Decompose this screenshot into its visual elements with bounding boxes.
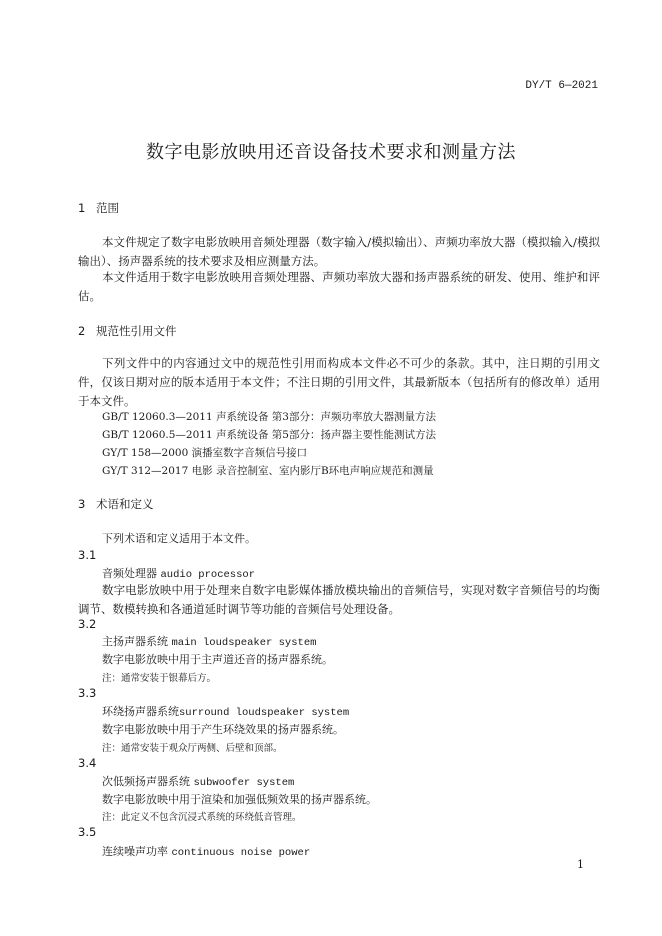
terms-intro: 下列术语和定义适用于本文件。 xyxy=(102,532,256,545)
term-name xyxy=(102,843,310,859)
term-definition: 数字电影放映中用于主声道还音的扬声器系统。 xyxy=(102,653,333,666)
term-name-en: subwoofer system xyxy=(193,777,295,789)
normative-reference: GY/T 158—2000 演播室数字音频信号接口 xyxy=(102,447,308,459)
term-note: 注：通常安装于银幕后方。 xyxy=(102,673,217,684)
term-name xyxy=(102,773,294,789)
term-definition: 数字电影放映中用于渲染和加强低频效果的扬声器系统。 xyxy=(102,793,377,806)
section-number: 3 xyxy=(78,497,86,511)
normative-intro: 下列文件中的内容通过文中的规范性引用而构成本文件必不可少的条款。其中，注日期的引用文件，仅该日期对应的版本适用于本文件；不注日期的引用文件，其最新版本（包括所有的修改单）适用于本文件。 xyxy=(78,356,600,408)
term-name xyxy=(102,565,255,581)
term-number: 3.5 xyxy=(78,825,97,839)
section-title: 术语和定义 xyxy=(96,497,154,511)
section-heading-3 xyxy=(78,496,154,512)
term-number: 3.4 xyxy=(78,756,97,770)
term-name-cn: 主扬声器系统 xyxy=(102,635,168,648)
term-name-en: continuous noise power xyxy=(171,847,311,859)
normative-reference: GB/T 12060.3—2011 声系统设备 第3部分：声频功率放大器测量方法 xyxy=(102,411,436,423)
section-heading-1 xyxy=(78,200,119,216)
term-name-cn: 次低频扬声器系统 xyxy=(102,775,190,788)
term-number: 3.2 xyxy=(78,617,97,631)
term-number: 3.3 xyxy=(78,686,97,700)
term-number: 3.1 xyxy=(78,548,97,562)
document-title: 数字电影放映用还音设备技术要求和测量方法 xyxy=(146,142,516,163)
term-name-en: surround loudspeaker system xyxy=(179,707,350,719)
term-name-en: audio processor xyxy=(160,569,256,581)
term-name-cn: 连续噪声功率 xyxy=(102,845,168,858)
normative-reference: GB/T 12060.5—2011 声系统设备 第5部分：扬声器主要性能测试方法 xyxy=(102,429,436,441)
term-name xyxy=(102,633,316,649)
normative-reference: GY/T 312—2017 电影 录音控制室、室内影厅B环电声响应规范和测量 xyxy=(102,465,434,477)
term-definition: 数字电影放映中用于产生环绕效果的扬声器系统。 xyxy=(102,723,344,736)
term-name-cn: 环绕扬声器系统 xyxy=(102,705,179,718)
term-name-cn: 音频处理器 xyxy=(102,567,157,580)
section-number: 2 xyxy=(78,324,86,338)
scope-paragraph-2: 本文件适用于数字电影放映用音频处理器、声频功率放大器和扬声器系统的研发、使用、维护和评估。 xyxy=(78,270,600,303)
section-number: 1 xyxy=(78,201,86,215)
term-name xyxy=(102,703,349,719)
term-note: 注：此定义不包含沉浸式系统的环绕低音管理。 xyxy=(102,812,302,823)
scope-paragraph-1: 本文件规定了数字电影放映用音频处理器（数字输入/模拟输出）、声频功率放大器（模拟输入/模拟输出）、扬声器系统的技术要求及相应测量方法。 xyxy=(78,235,600,268)
term-name-en: main loudspeaker system xyxy=(171,637,317,649)
section-title: 范围 xyxy=(96,201,119,215)
section-heading-2 xyxy=(78,323,177,339)
section-title: 规范性引用文件 xyxy=(96,324,177,338)
page-number: 1 xyxy=(577,858,584,871)
term-definition: 数字电影放映中用于处理来自数字电影媒体播放模块输出的音频信号，实现对数字音频信号的均衡调节、数模转换和各通道延时调节等功能的音频信号处理设备。 xyxy=(78,583,600,616)
standard-number: DY/T 6—2021 xyxy=(525,80,598,92)
term-note: 注：通常安装于观众厅两侧、后壁和顶部。 xyxy=(102,743,283,754)
